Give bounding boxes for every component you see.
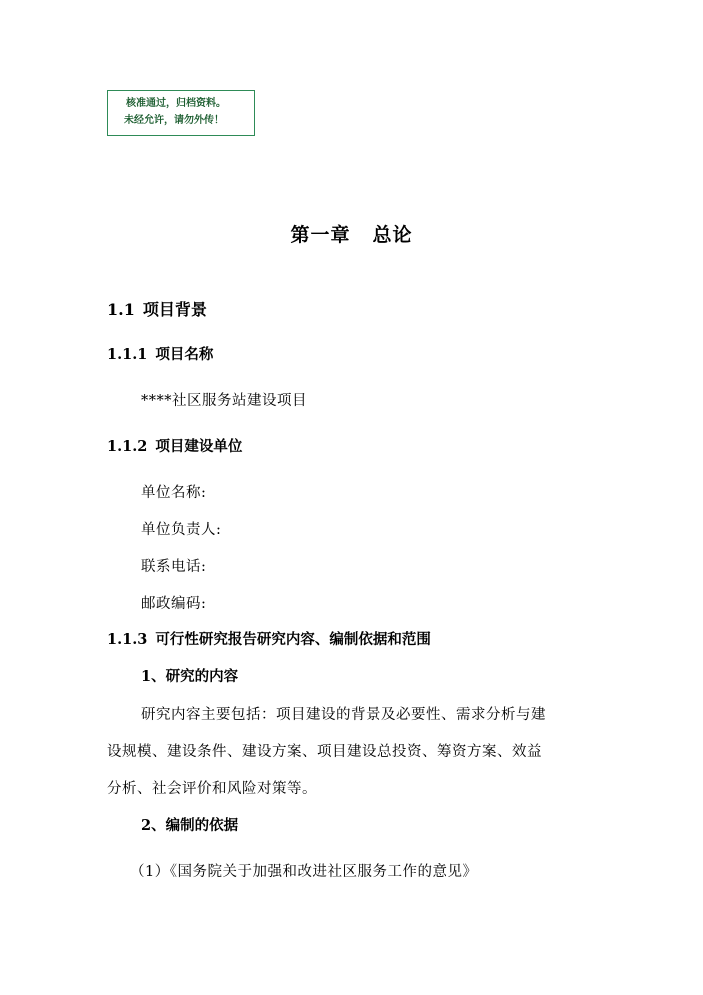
section-number: 1.1.1 bbox=[107, 346, 148, 363]
approval-stamp bbox=[107, 90, 255, 136]
section-title: 项目背景 bbox=[142, 300, 207, 319]
paragraph-line-1: 研究内容主要包括：项目建设的背景及必要性、需求分析与建 bbox=[141, 707, 546, 723]
section-number: 1.1.3 bbox=[107, 631, 148, 648]
section-heading-1-1 bbox=[107, 297, 207, 320]
subheading-basis: 2、编制的依据 bbox=[141, 817, 239, 834]
section-title: 项目名称 bbox=[155, 346, 214, 363]
section-heading-1-1-2 bbox=[107, 435, 242, 456]
subheading-research-content: 1、研究的内容 bbox=[141, 668, 239, 685]
chapter-name: 总论 bbox=[372, 224, 413, 246]
unit-name-field: 单位名称: bbox=[141, 485, 207, 501]
contact-phone-field: 联系电话: bbox=[141, 559, 207, 575]
paragraph-line-2: 设规模、建设条件、建设方案、项目建设总投资、筹资方案、效益 bbox=[107, 744, 542, 760]
chapter-prefix: 第一章 bbox=[290, 224, 351, 246]
postal-code-field: 邮政编码: bbox=[141, 596, 207, 612]
section-number: 1.1.2 bbox=[107, 438, 148, 455]
section-title: 项目建设单位 bbox=[155, 438, 243, 455]
chapter-title bbox=[0, 220, 703, 247]
basis-item-1: （1）《国务院关于加强和改进社区服务工作的意见》 bbox=[130, 864, 478, 880]
unit-leader-field: 单位负责人: bbox=[141, 522, 222, 538]
section-number: 1.1 bbox=[107, 300, 135, 319]
section-heading-1-1-3 bbox=[107, 628, 431, 649]
stamp-line-1: 核准通过，归档资料。 bbox=[126, 98, 226, 109]
stamp-line-2: 未经允许，请勿外传！ bbox=[124, 115, 224, 126]
project-name-text: ****社区服务站建设项目 bbox=[141, 393, 307, 409]
section-heading-1-1-1 bbox=[107, 343, 213, 364]
paragraph-line-3: 分析、社会评价和风险对策等。 bbox=[107, 781, 317, 797]
section-title: 可行性研究报告研究内容、编制依据和范围 bbox=[155, 631, 431, 648]
